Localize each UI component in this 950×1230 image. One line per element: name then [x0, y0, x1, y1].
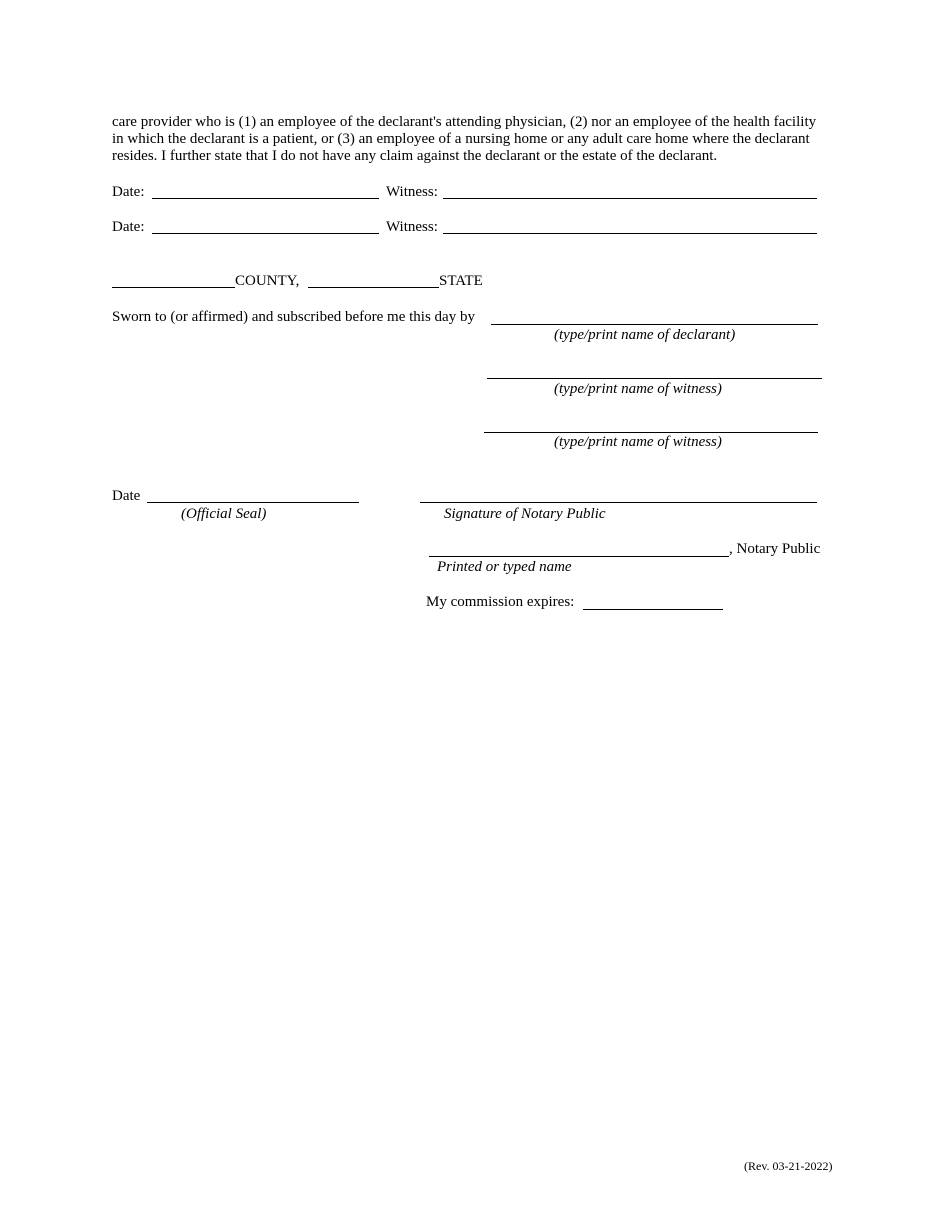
witness-1-date-label: Date: [112, 184, 145, 200]
printed-name-caption: Printed or typed name [437, 559, 572, 575]
county-line[interactable] [112, 287, 235, 288]
witness-1-name-line[interactable] [487, 378, 822, 379]
notary-public-label: , Notary Public [729, 541, 821, 557]
notary-date-label: Date [112, 488, 141, 504]
witness-2-name-line[interactable] [484, 432, 818, 433]
notary-date-line[interactable] [147, 502, 359, 503]
official-seal-caption: (Official Seal) [181, 506, 267, 522]
notary-signature-line[interactable] [420, 502, 817, 503]
declarant-name-line[interactable] [491, 324, 818, 325]
witness-1-signature-line[interactable] [443, 198, 817, 199]
commission-expires-line[interactable] [583, 609, 723, 610]
sworn-statement: Sworn to (or affirmed) and subscribed before me this day by [112, 309, 475, 325]
intro-paragraph: care provider who is (1) an employee of the declarant's attending physician, (2) nor an employee of the health facility in which the declarant is a patient, or (3) an employee of a nursing home or any adult care home where the declarant resides. I further state that I do not have any claim against the declarant or the estate of the declarant. [112, 114, 817, 164]
witness-1-name-caption: (type/print name of witness) [554, 381, 722, 397]
revision-footer: (Rev. 03-21-2022) [744, 1159, 833, 1173]
county-label: COUNTY, [235, 273, 300, 289]
witness-2-date-label: Date: [112, 219, 145, 235]
witness-2-signature-line[interactable] [443, 233, 817, 234]
witness-1-date-line[interactable] [152, 198, 379, 199]
witness-2-label: Witness: [386, 219, 438, 235]
witness-1-label: Witness: [386, 184, 438, 200]
commission-expires-label: My commission expires: [426, 594, 575, 610]
state-line[interactable] [308, 287, 439, 288]
witness-2-name-caption: (type/print name of witness) [554, 434, 722, 450]
declarant-name-caption: (type/print name of declarant) [554, 327, 736, 343]
notary-printed-name-line[interactable] [429, 556, 729, 557]
witness-2-date-line[interactable] [152, 233, 379, 234]
state-label: STATE [439, 273, 483, 289]
notary-signature-caption: Signature of Notary Public [444, 506, 606, 522]
